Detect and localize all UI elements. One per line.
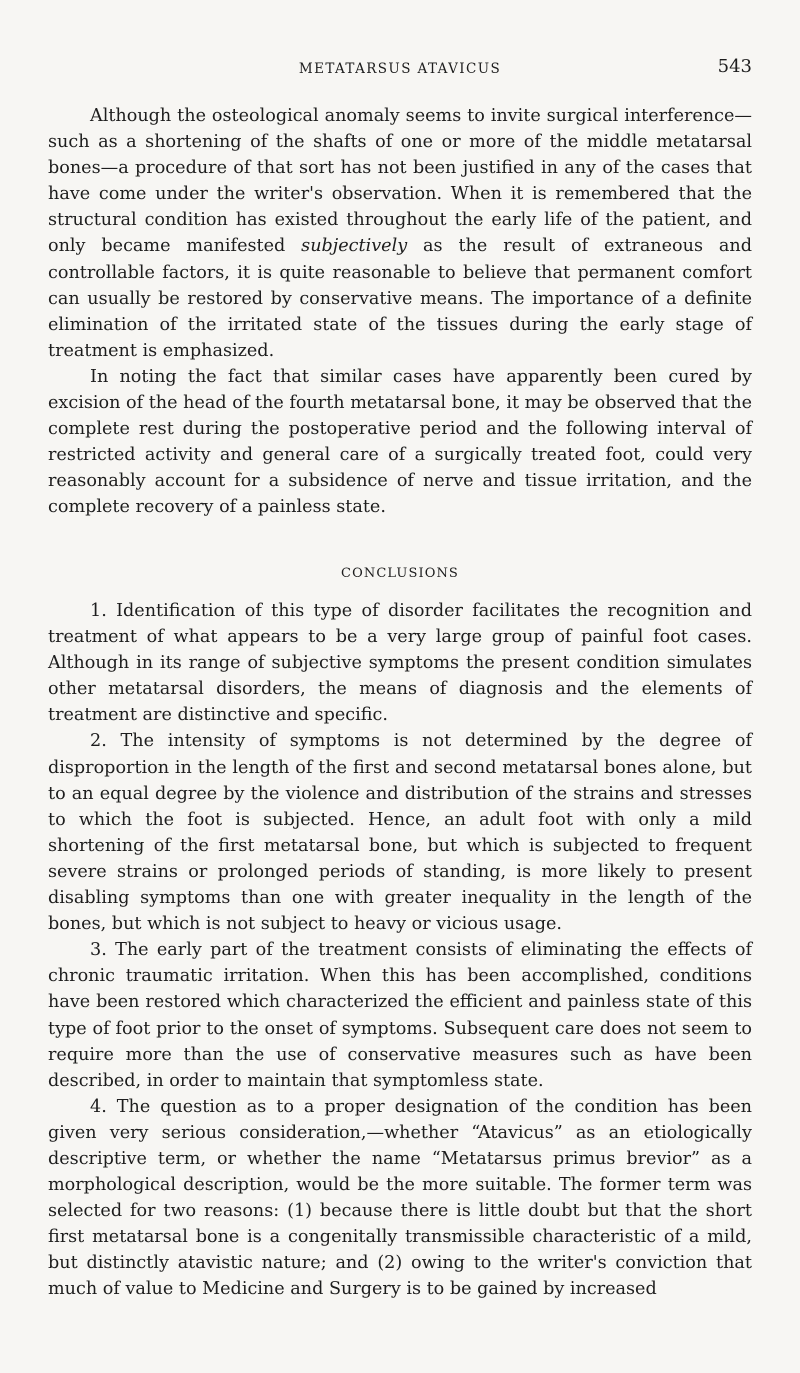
- running-title: METATARSUS ATAVICUS: [298, 61, 502, 77]
- discussion-section: [48, 103, 752, 521]
- page-number: 543: [717, 56, 752, 77]
- running-head: [48, 57, 752, 81]
- conclusion-item: 1. Identification of this type of disorder facilitates the recognition and treatment of what appears to be a very large group of painful foot cases. Although in its range of subjective symptoms the present condition simulates other metatarsal disorders, the means of diagnosis and the elements of treatment are distinctive and specific.: [48, 601, 752, 726]
- paragraph: In noting the fact that similar cases have apparently been cured by excision of the head of the fourth metatarsal bone, it may be observed that the complete rest during the postoperative period and the following interval of restricted activity and general care of a surgically treated foot, could very reasonably account for a subsidence of nerve and tissue irritation, and the complete recovery of a painless state.: [48, 366, 752, 518]
- paragraph: [48, 103, 752, 364]
- conclusion-item: 4. The question as to a proper designation of the condition has been given very serious consideration,—whether “Atavicus” as an etiologically descriptive term, or whether the name “Metatarsus primus brevior” as a morphological description, would be the more suitable. The former term was selected for two reasons: (1) because there is little doubt but that the short first metatarsal bone is a congenitally transmissible characteristic of a mild, but distinctly atavistic nature; and (2) owing to the writer's conviction that much of value to Medicine and Surgery is to be gained by increased: [48, 1096, 752, 1300]
- paragraph-text: Although the osteological anomaly seems to invite surgical interference—such as a shortening of the shafts of one or more of the middle metatarsal bones—a procedure of that sort has not been justified in any of the cases that have come under the writer's observation. When it is remembered that the structural condition has existed throughout the early life of the patient, and only became manifested: [48, 106, 752, 257]
- emphasized-term: subjectively: [301, 236, 408, 257]
- section-heading: CONCLUSIONS: [341, 566, 459, 581]
- paragraph-text: as the result of extraneous and controllable factors, it is quite reasonable to believe that permanent comfort can usually be restored by conservative means. The importance of a definite elimination of the irritated state of the tissues during the early stage of treatment is emphasized.: [48, 236, 752, 361]
- conclusion-item: 3. The early part of the treatment consists of eliminating the effects of chronic traumatic irritation. When this has been accomplished, conditions have been restored which characterized the efficient and painless state of this type of foot prior to the onset of symptoms. Subsequent care does not seem to require more than the use of conservative measures such as have been described, in order to maintain that symptomless state.: [48, 940, 752, 1091]
- conclusions-section: [48, 598, 752, 1303]
- conclusion-item: 2. The intensity of symptoms is not determined by the degree of disproportion in the length of the first and second metatarsal bones alone, but to an equal degree by the violence and distribution of the strains and stresses to which the foot is subjected. Hence, an adult foot with only a mild shortening of the first metatarsal bone, but which is subjected to frequent severe strains or prolonged periods of standing, is more likely to present disabling symptoms than one with greater inequality in the length of the bones, but which is not subject to heavy or vicious usage.: [48, 731, 752, 935]
